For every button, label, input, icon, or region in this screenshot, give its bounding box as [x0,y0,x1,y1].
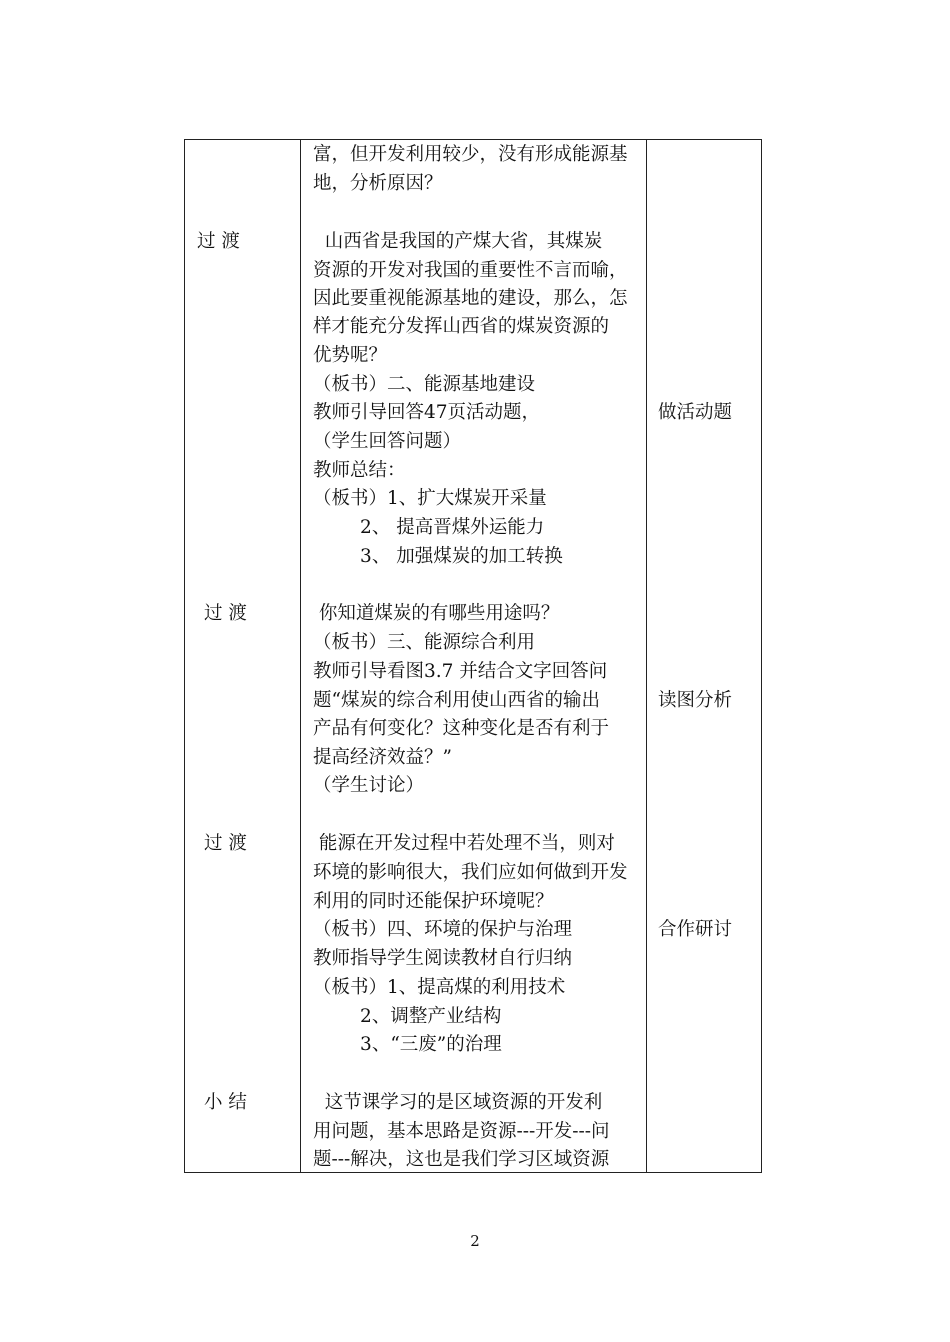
s4-line-2: 用问题，基本思路是资源---开发---问 [313,1121,610,1142]
step-label-transition-3: 过 渡 [204,833,247,854]
s1-line-3: 因此要重视能源基地的建设，那么，怎 [313,288,628,309]
s2-line-2: （板书）三、能源综合利用 [313,632,536,653]
s2-line-3: 教师引导看图3.7 并结合文字回答问 [313,661,608,682]
activity-label-2: 读图分析 [658,690,733,711]
s1-line-5: 优势呢？ [313,345,388,366]
s3-line-8: 3、“三废”的治理 [313,1034,502,1055]
s1-line-12: 3、 加强煤炭的加工转换 [313,546,563,567]
s3-line-4: （板书）四、环境的保护与治理 [313,919,573,940]
step-label-transition-2: 过 渡 [204,603,247,624]
column-divider-2 [646,140,647,1172]
s1-line-7: 教师引导回答47页活动题， [313,402,541,423]
s1-line-8: （学生回答问题） [313,431,462,452]
s2-line-7: （学生讨论） [313,775,425,796]
s1-line-1: 山西省是我国的产煤大省，其煤炭 [313,231,603,252]
s3-line-6: （板书）1、提高煤的利用技术 [313,977,566,998]
s2-line-1: 你知道煤炭的有哪些用途吗？ [313,603,560,624]
page-number: 2 [470,1232,480,1250]
s3-line-2: 环境的影响很大，我们应如何做到开发 [313,862,628,883]
s3-line-5: 教师指导学生阅读教材自行归纳 [313,948,573,969]
s3-line-7: 2、调整产业结构 [313,1006,502,1027]
s3-line-3: 利用的同时还能保护环境呢？ [313,891,554,912]
s3-line-1: 能源在开发过程中若处理不当，则对 [313,833,615,854]
s1-line-10: （板书）1、扩大煤炭开采量 [313,488,547,509]
s4-line-1: 这节课学习的是区域资源的开发利 [313,1092,603,1113]
s2-line-4: 题“煤炭的综合利用使山西省的输出 [313,690,600,711]
activity-label-3: 合作研讨 [658,919,733,940]
s1-line-6: （板书）二、能源基地建设 [313,374,536,395]
s2-line-5: 产品有何变化？这种变化是否有利于 [313,718,610,739]
activity-label-1: 做活动题 [658,402,733,423]
s0-line-2: 地，分析原因？ [313,173,443,194]
s1-line-2: 资源的开发对我国的重要性不言而喻， [313,260,628,281]
s2-line-6: 提高经济效益？” [313,747,452,768]
s1-line-11: 2、 提高晋煤外运能力 [313,517,545,538]
step-label-summary: 小 结 [204,1092,247,1113]
s0-line-1: 富，但开发利用较少，没有形成能源基 [313,144,628,165]
s4-line-3: 题---解决，这也是我们学习区域资源 [313,1149,610,1170]
s1-line-9: 教师总结： [313,460,406,481]
step-label-transition-1: 过 渡 [197,231,240,252]
s1-line-4: 样才能充分发挥山西省的煤炭资源的 [313,316,610,337]
column-divider-1 [300,140,301,1172]
